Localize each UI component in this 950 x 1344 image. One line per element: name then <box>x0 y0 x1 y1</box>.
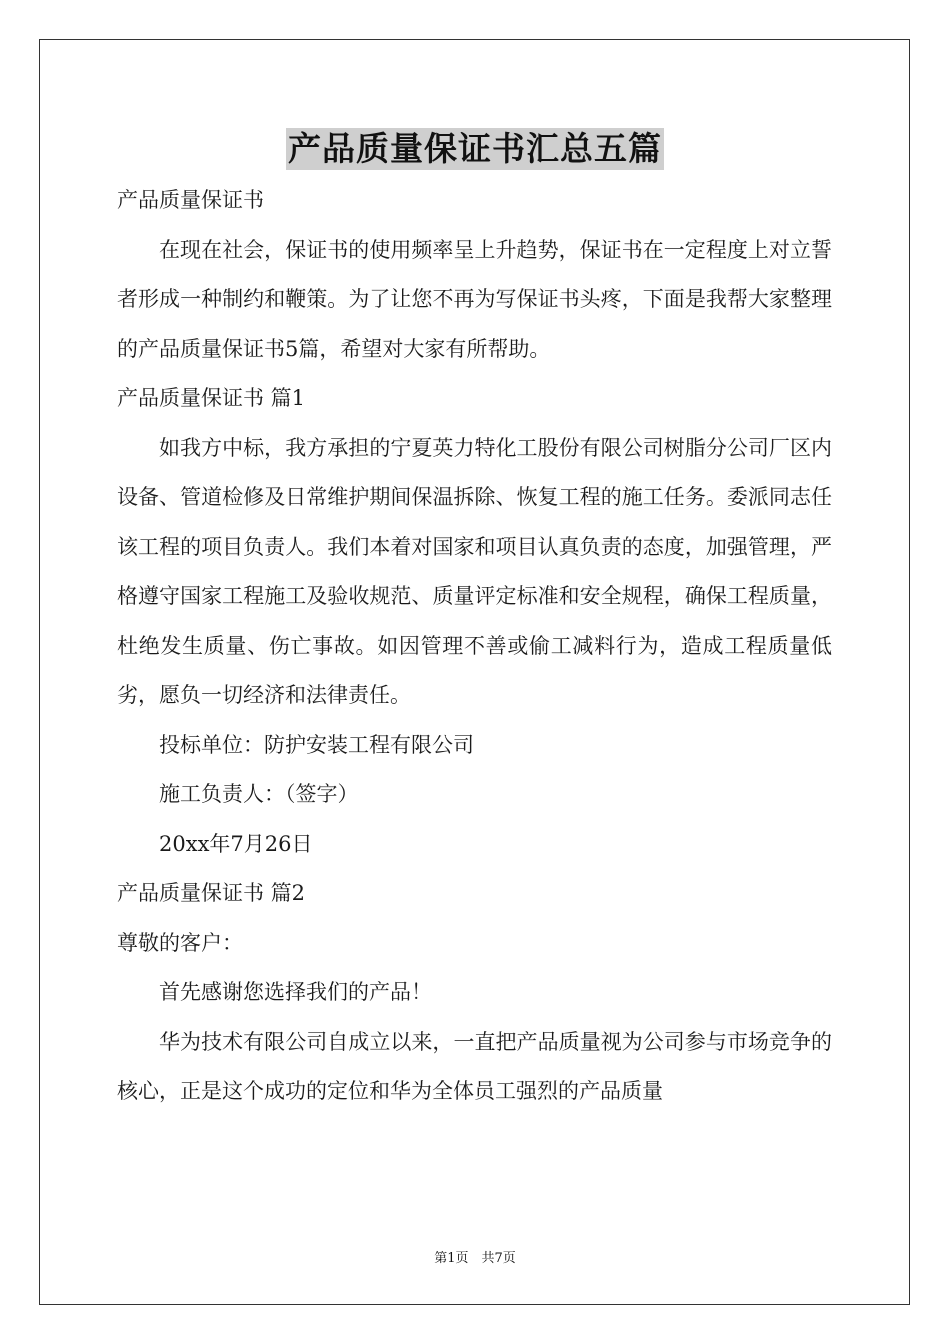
intro-heading: 产品质量保证书 <box>117 188 264 212</box>
section1-signer: 施工负责人：（签字） <box>159 782 359 806</box>
section1-bidder: 投标单位：防护安装工程有限公司 <box>159 732 474 757</box>
document-body <box>117 176 832 1117</box>
section2-salutation: 尊敬的客户： <box>117 930 243 955</box>
section1-date: 20xx年7月26日 <box>159 831 313 856</box>
section2-paragraph: 华为技术有限公司自成立以来，一直把产品质量视为公司参与市场竞争的核心，正是这个成功的定位和华为全体员工强烈的产品质量 <box>117 1029 832 1103</box>
section2-heading: 产品质量保证书 篇2 <box>117 881 306 905</box>
intro-paragraph: 在现在社会，保证书的使用频率呈上升趋势，保证书在一定程度上对立誓者形成一种制约和鞭策。为了让您不再为写保证书头疼，下面是我帮大家整理的产品质量保证书5篇，希望对大家有所帮助。 <box>117 237 832 361</box>
section2-thanks: 首先感谢您选择我们的产品！ <box>159 980 432 1004</box>
page-footer: 第1页 共7页 <box>434 1251 516 1266</box>
title-container <box>0 128 950 170</box>
section1-heading: 产品质量保证书 篇1 <box>117 386 306 410</box>
section1-paragraph: 如我方中标，我方承担的宁夏英力特化工股份有限公司树脂分公司厂区内设备、管道检修及日常维护期间保温拆除、恢复工程的施工任务。委派同志任该工程的项目负责人。我们本着对国家和项目认真负责的态度，加强管理，严格遵守国家工程施工及验收规范、质量评定标准和安全规程，确保工程质量，杜绝发生质量、伤亡事故。如因管理不善或偷工减料行为，造成工程质量低劣，愿负一切经济和法律责任。 <box>117 435 832 707</box>
document-title: 产品质量保证书汇总五篇 <box>288 129 662 168</box>
